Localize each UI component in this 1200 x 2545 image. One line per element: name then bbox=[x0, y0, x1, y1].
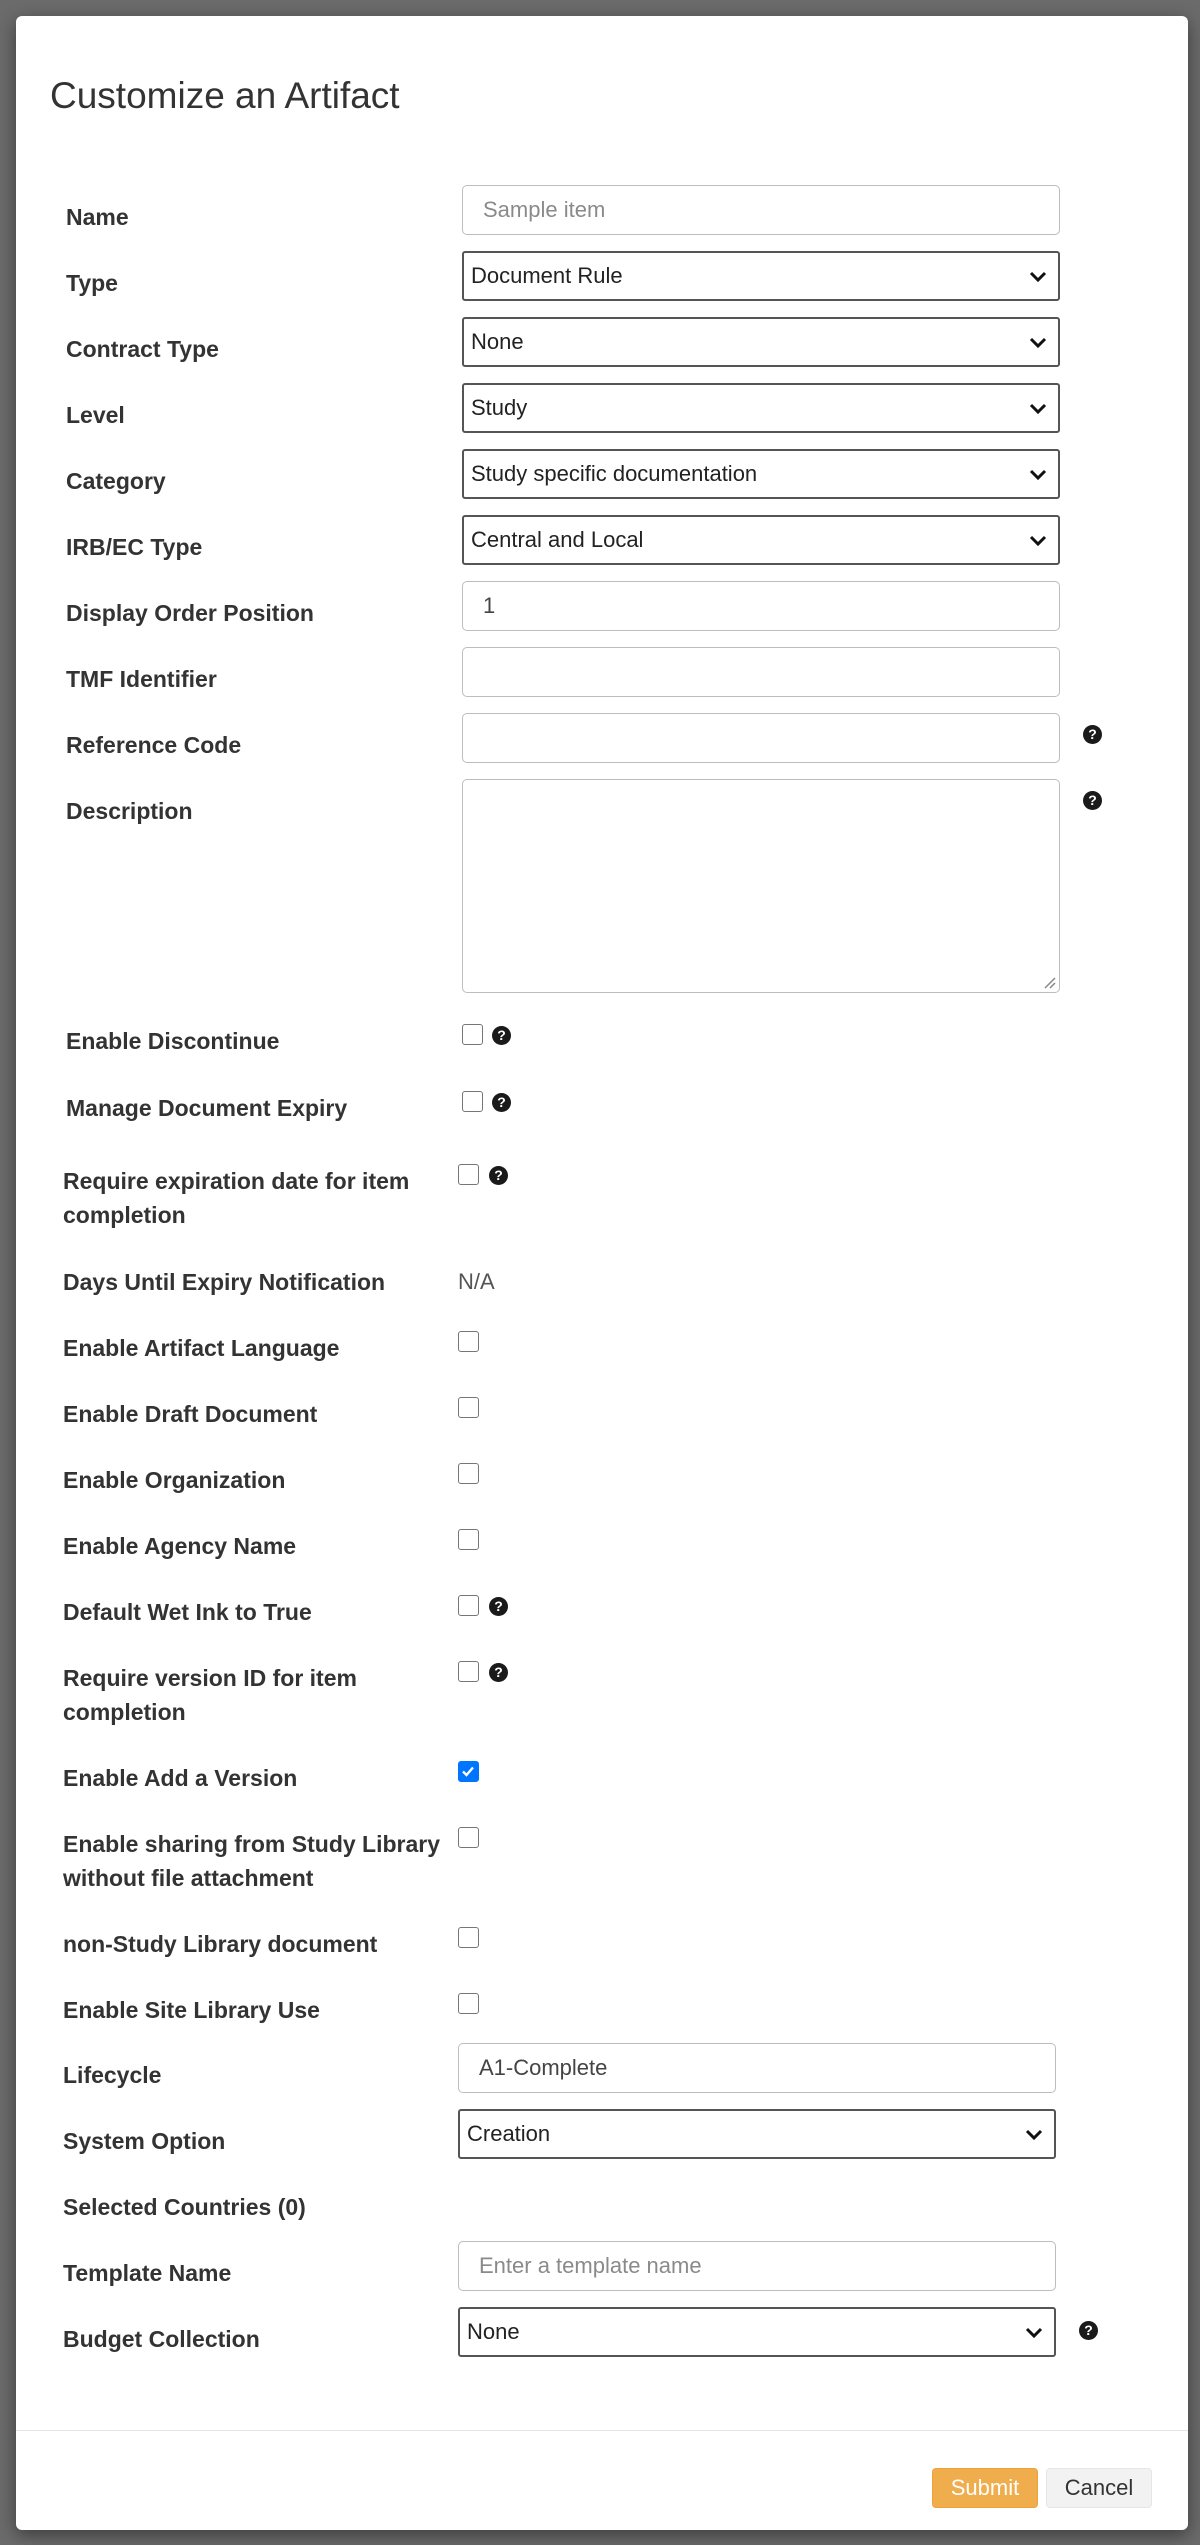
enable-discontinue-checkbox[interactable] bbox=[462, 1024, 483, 1045]
require-expiration-date-checkbox[interactable] bbox=[458, 1164, 479, 1185]
chevron-down-icon bbox=[1024, 2124, 1044, 2144]
dialog-title: Customize an Artifact bbox=[50, 75, 400, 116]
system-option-select[interactable] bbox=[458, 2109, 1056, 2159]
system-option-label: System Option bbox=[63, 2128, 226, 2154]
description-label: Description bbox=[66, 798, 193, 824]
enable-agency-name-label: Enable Agency Name bbox=[63, 1533, 297, 1559]
irb-ec-type-select[interactable] bbox=[462, 515, 1060, 565]
contract-type-label: Contract Type bbox=[66, 336, 219, 362]
enable-organization-label: Enable Organization bbox=[63, 1467, 286, 1493]
category-select-value: Study specific documentation bbox=[471, 461, 758, 486]
tmf-identifier-input[interactable] bbox=[462, 647, 1060, 697]
reference-code-input[interactable] bbox=[462, 713, 1060, 763]
display-order-label: Display Order Position bbox=[66, 600, 314, 626]
days-until-expiry-label: Days Until Expiry Notification bbox=[63, 1269, 386, 1295]
chevron-down-icon bbox=[1028, 332, 1048, 352]
lifecycle-input[interactable] bbox=[458, 2043, 1056, 2093]
enable-artifact-language-checkbox[interactable] bbox=[458, 1331, 479, 1352]
enable-sharing-label: Enable sharing from Study Library without file attachment bbox=[63, 1831, 441, 1891]
question-circle-icon[interactable]: ? bbox=[1079, 2321, 1098, 2340]
question-circle-icon[interactable]: ? bbox=[1083, 725, 1102, 744]
question-circle-icon[interactable]: ? bbox=[1083, 791, 1102, 810]
budget-collection-select[interactable] bbox=[458, 2307, 1056, 2357]
enable-organization-checkbox[interactable] bbox=[458, 1463, 479, 1484]
enable-add-version-checkbox[interactable] bbox=[458, 1761, 479, 1782]
enable-site-library-checkbox[interactable] bbox=[458, 1993, 479, 2014]
default-wet-ink-checkbox[interactable] bbox=[458, 1595, 479, 1616]
enable-add-version-label: Enable Add a Version bbox=[63, 1765, 298, 1791]
question-circle-icon[interactable]: ? bbox=[489, 1597, 508, 1616]
category-select[interactable] bbox=[462, 449, 1060, 499]
type-label: Type bbox=[66, 270, 118, 296]
budget-collection-select-value: None bbox=[467, 2319, 520, 2344]
question-circle-icon[interactable]: ? bbox=[489, 1663, 508, 1682]
level-select-value: Study bbox=[471, 395, 528, 420]
customize-artifact-dialog bbox=[16, 16, 1188, 2530]
display-order-input[interactable] bbox=[462, 581, 1060, 631]
require-version-id-checkbox[interactable] bbox=[458, 1661, 479, 1682]
default-wet-ink-label: Default Wet Ink to True bbox=[63, 1599, 312, 1625]
name-label: Name bbox=[66, 204, 129, 230]
cancel-button[interactable]: Cancel bbox=[1046, 2468, 1152, 2508]
question-circle-icon[interactable]: ? bbox=[492, 1093, 511, 1112]
chevron-down-icon bbox=[1024, 2322, 1044, 2342]
description-textarea[interactable] bbox=[462, 779, 1060, 993]
level-select[interactable] bbox=[462, 383, 1060, 433]
name-input[interactable] bbox=[462, 185, 1060, 235]
lifecycle-label: Lifecycle bbox=[63, 2062, 162, 2088]
template-name-input[interactable] bbox=[458, 2241, 1056, 2291]
enable-discontinue-label: Enable Discontinue bbox=[66, 1028, 280, 1054]
irb-ec-type-label: IRB/EC Type bbox=[66, 534, 203, 560]
non-study-library-label: non-Study Library document bbox=[63, 1931, 378, 1957]
enable-site-library-label: Enable Site Library Use bbox=[63, 1997, 320, 2023]
enable-agency-name-checkbox[interactable] bbox=[458, 1529, 479, 1550]
days-until-expiry-value: N/A bbox=[458, 1269, 495, 1294]
require-expiration-date-label: Require expiration date for item completion bbox=[63, 1168, 410, 1228]
contract-type-select-value: None bbox=[471, 329, 524, 354]
type-select[interactable] bbox=[462, 251, 1060, 301]
chevron-down-icon bbox=[1028, 530, 1048, 550]
require-version-id-label: Require version ID for item completion bbox=[63, 1665, 357, 1725]
irb-ec-type-select-value: Central and Local bbox=[471, 527, 644, 552]
selected-countries-label: Selected Countries (0) bbox=[63, 2194, 306, 2220]
manage-document-expiry-label: Manage Document Expiry bbox=[66, 1095, 348, 1121]
enable-artifact-language-label: Enable Artifact Language bbox=[63, 1335, 340, 1361]
enable-sharing-checkbox[interactable] bbox=[458, 1827, 479, 1848]
chevron-down-icon bbox=[1028, 464, 1048, 484]
submit-button[interactable]: Submit bbox=[932, 2468, 1038, 2508]
enable-draft-document-label: Enable Draft Document bbox=[63, 1401, 318, 1427]
resize-grip-icon[interactable] bbox=[1042, 975, 1056, 989]
template-name-label: Template Name bbox=[63, 2260, 232, 2286]
footer-divider bbox=[16, 2430, 1188, 2431]
contract-type-select[interactable] bbox=[462, 317, 1060, 367]
type-select-value: Document Rule bbox=[471, 263, 623, 288]
check-icon bbox=[460, 1763, 476, 1779]
question-circle-icon[interactable]: ? bbox=[489, 1166, 508, 1185]
manage-document-expiry-checkbox[interactable] bbox=[462, 1091, 483, 1112]
enable-draft-document-checkbox[interactable] bbox=[458, 1397, 479, 1418]
chevron-down-icon bbox=[1028, 266, 1048, 286]
system-option-select-value: Creation bbox=[467, 2121, 551, 2146]
category-label: Category bbox=[66, 468, 166, 494]
tmf-identifier-label: TMF Identifier bbox=[66, 666, 217, 692]
chevron-down-icon bbox=[1028, 398, 1048, 418]
question-circle-icon[interactable]: ? bbox=[492, 1026, 511, 1045]
non-study-library-checkbox[interactable] bbox=[458, 1927, 479, 1948]
budget-collection-label: Budget Collection bbox=[63, 2326, 260, 2352]
reference-code-label: Reference Code bbox=[66, 732, 242, 758]
level-label: Level bbox=[66, 402, 125, 428]
